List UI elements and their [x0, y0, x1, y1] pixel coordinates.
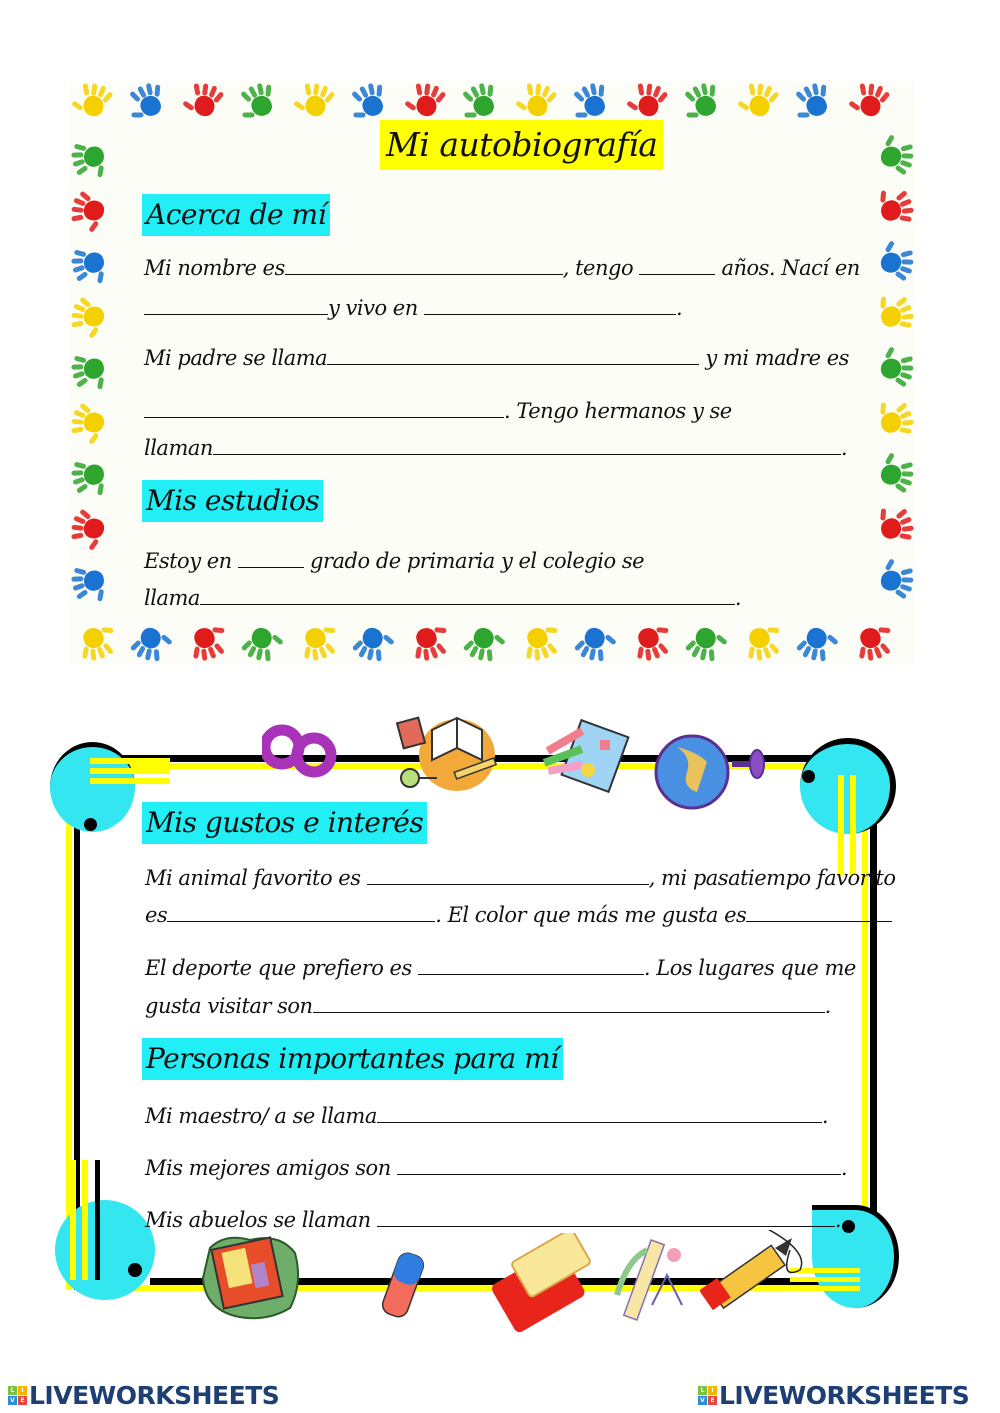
- name-blank[interactable]: [285, 252, 563, 275]
- about-line-2: [144, 292, 682, 322]
- label-places-cont: gusta visitar son: [145, 994, 313, 1018]
- age-blank[interactable]: [639, 252, 715, 275]
- tile-v: V: [8, 1396, 17, 1405]
- corner-stripe: [90, 778, 170, 784]
- likes-and-people-card: [0, 700, 1000, 1340]
- eraser-icon: [375, 1245, 435, 1325]
- handprint-icon: [870, 558, 916, 604]
- handprint-icon: [68, 504, 117, 553]
- likes-line-4: [145, 990, 831, 1020]
- handprint-icon: [870, 240, 916, 286]
- handprint-icon: [68, 292, 117, 341]
- about-line-5: [144, 432, 847, 462]
- ruler-and-compass-icon: [612, 1235, 697, 1325]
- friends-blank[interactable]: [397, 1152, 841, 1175]
- people-line-1: [145, 1100, 828, 1130]
- likes-line-3: [145, 952, 856, 982]
- corner-dot: [84, 818, 97, 831]
- period: .: [840, 436, 848, 460]
- label-friends: Mis mejores amigos son: [145, 1156, 391, 1180]
- grandparents-blank[interactable]: [377, 1204, 835, 1227]
- handprint-icon: [69, 240, 115, 286]
- handprint-icon: [847, 80, 896, 129]
- label-residence: y vivo en: [328, 296, 418, 320]
- handprint-icon: [68, 186, 117, 235]
- handprint-icon: [69, 558, 115, 604]
- label-teacher: Mi maestro/ a se llama: [145, 1104, 377, 1128]
- corner-stripe: [838, 775, 844, 875]
- label-birthplace: años. Nací en: [715, 256, 860, 280]
- handprint-icon: [679, 614, 730, 665]
- handprint-icon: [235, 78, 286, 129]
- handprint-icon: [514, 616, 563, 665]
- label-age: , tengo: [562, 256, 634, 280]
- heading-likes: Mis gustos e interés: [142, 802, 427, 844]
- corner-stripe: [850, 775, 856, 875]
- period: .: [821, 1104, 829, 1128]
- birthplace-blank[interactable]: [144, 292, 328, 315]
- colored-pencils-icon: [540, 712, 635, 802]
- handprint-icon: [736, 616, 785, 665]
- tile-i: I: [18, 1386, 27, 1395]
- liveworksheets-logo-left: [8, 1382, 279, 1408]
- heading-important-people: Personas importantes para mí: [142, 1038, 563, 1080]
- siblings-blank[interactable]: [213, 432, 841, 455]
- handprint-icon: [292, 80, 341, 129]
- period: .: [675, 296, 683, 320]
- mother-blank[interactable]: [144, 395, 504, 418]
- sport-blank[interactable]: [418, 952, 644, 975]
- label-name: Mi nombre es: [144, 256, 285, 280]
- handprint-icon: [869, 292, 918, 341]
- grade-blank[interactable]: [238, 545, 304, 568]
- label-school: grado de primaria y el colegio se: [303, 549, 645, 573]
- likes-line-2: [145, 899, 892, 929]
- handprint-icon: [346, 614, 397, 665]
- handprint-icon: [870, 134, 916, 180]
- worksheet-title: Mi autobiografía: [380, 120, 663, 170]
- handprint-icon: [68, 398, 117, 447]
- handprint-icon: [181, 616, 230, 665]
- handprint-icon: [403, 616, 452, 665]
- label-siblings-names: llaman: [144, 436, 213, 460]
- handprint-icon: [736, 80, 785, 129]
- handprint-icon: [869, 398, 918, 447]
- father-blank[interactable]: [327, 342, 699, 365]
- period: .: [834, 1208, 842, 1232]
- handprint-icon: [790, 78, 841, 129]
- corner-dot: [128, 1263, 142, 1277]
- globe-icon: [652, 732, 772, 817]
- handprint-icon: [870, 452, 916, 498]
- pencil-icon: [700, 1230, 810, 1315]
- residence-blank[interactable]: [424, 292, 676, 315]
- about-line-4: [144, 395, 732, 425]
- label-hobby: , mi pasatiempo favorito: [648, 866, 896, 890]
- label-sport: El deporte que prefiero es: [145, 956, 412, 980]
- heading-about-me: Acerca de mí: [142, 194, 330, 236]
- handprint-icon: [69, 134, 115, 180]
- corner-stripe: [95, 1160, 100, 1280]
- label-grade: Estoy en: [144, 549, 232, 573]
- handprint-icon: [235, 614, 286, 665]
- handprint-icon: [568, 614, 619, 665]
- live-tiles-icon: [8, 1386, 27, 1405]
- places-blank[interactable]: [313, 990, 825, 1013]
- handprint-icon: [124, 614, 175, 665]
- period: .: [734, 586, 742, 610]
- brand-text: LIVEWORKSHEETS: [29, 1380, 280, 1410]
- heading-studies: Mis estudios: [142, 480, 323, 522]
- people-line-2: [145, 1152, 847, 1182]
- handprint-icon: [69, 452, 115, 498]
- liveworksheets-logo-right: [698, 1382, 969, 1408]
- about-me-card: [70, 82, 915, 664]
- tile-e: E: [18, 1396, 27, 1405]
- tile-l: L: [8, 1386, 17, 1395]
- animal-blank[interactable]: [367, 862, 649, 885]
- corner-circle-top-right: [800, 738, 896, 834]
- handprint-icon: [847, 616, 896, 665]
- corner-stripe: [90, 758, 170, 764]
- handprint-icon: [790, 614, 841, 665]
- handprint-icon: [70, 80, 119, 129]
- handprint-icon: [679, 78, 730, 129]
- color-blank[interactable]: [746, 899, 892, 922]
- about-line-1: [144, 252, 860, 282]
- studies-line-2: [144, 582, 741, 612]
- corner-stripe: [90, 768, 170, 774]
- handprint-icon: [869, 186, 918, 235]
- handprint-icon: [869, 504, 918, 553]
- label-father: Mi padre se llama: [144, 346, 328, 370]
- label-animal: Mi animal favorito es: [145, 866, 361, 890]
- handprint-icon: [457, 614, 508, 665]
- label-siblings: . Tengo hermanos y se: [504, 399, 732, 423]
- tile-e: E: [708, 1396, 717, 1405]
- corner-stripe: [82, 1160, 88, 1280]
- label-mother: y mi madre es: [699, 346, 849, 370]
- label-school-name: llama: [144, 586, 200, 610]
- handprint-icon: [292, 616, 341, 665]
- handprint-icon: [625, 616, 674, 665]
- corner-dot: [842, 1220, 855, 1233]
- label-places: . Los lugares que me: [643, 956, 856, 980]
- corner-stripe: [70, 1160, 76, 1280]
- corner-dot: [802, 770, 815, 783]
- label-grandparents: Mis abuelos se llaman: [145, 1208, 371, 1232]
- brand-text: LIVEWORKSHEETS: [719, 1380, 970, 1410]
- label-color: . El color que más me gusta es: [435, 903, 747, 927]
- hobby-blank[interactable]: [167, 899, 435, 922]
- handprint-icon: [69, 346, 115, 392]
- book-icon: [478, 1233, 603, 1338]
- handprint-icon: [870, 346, 916, 392]
- handprint-icon: [181, 80, 230, 129]
- period: .: [824, 994, 831, 1018]
- label-hobby-cont: es: [145, 903, 168, 927]
- tile-v: V: [698, 1396, 707, 1405]
- about-line-3: [144, 342, 849, 372]
- period: .: [840, 1156, 848, 1180]
- book-and-compass-icon: [392, 710, 502, 795]
- floppy-disk-icon: [195, 1228, 305, 1323]
- teacher-blank[interactable]: [377, 1100, 822, 1123]
- school-blank[interactable]: [200, 582, 735, 605]
- tile-l: L: [698, 1386, 707, 1395]
- likes-line-1: [145, 862, 896, 892]
- handprint-icon: [124, 78, 175, 129]
- live-tiles-icon: [698, 1386, 717, 1405]
- studies-line-1: [144, 545, 644, 575]
- tile-i: I: [708, 1386, 717, 1395]
- handprint-icon: [70, 616, 119, 665]
- number-eight-icon: [262, 722, 342, 782]
